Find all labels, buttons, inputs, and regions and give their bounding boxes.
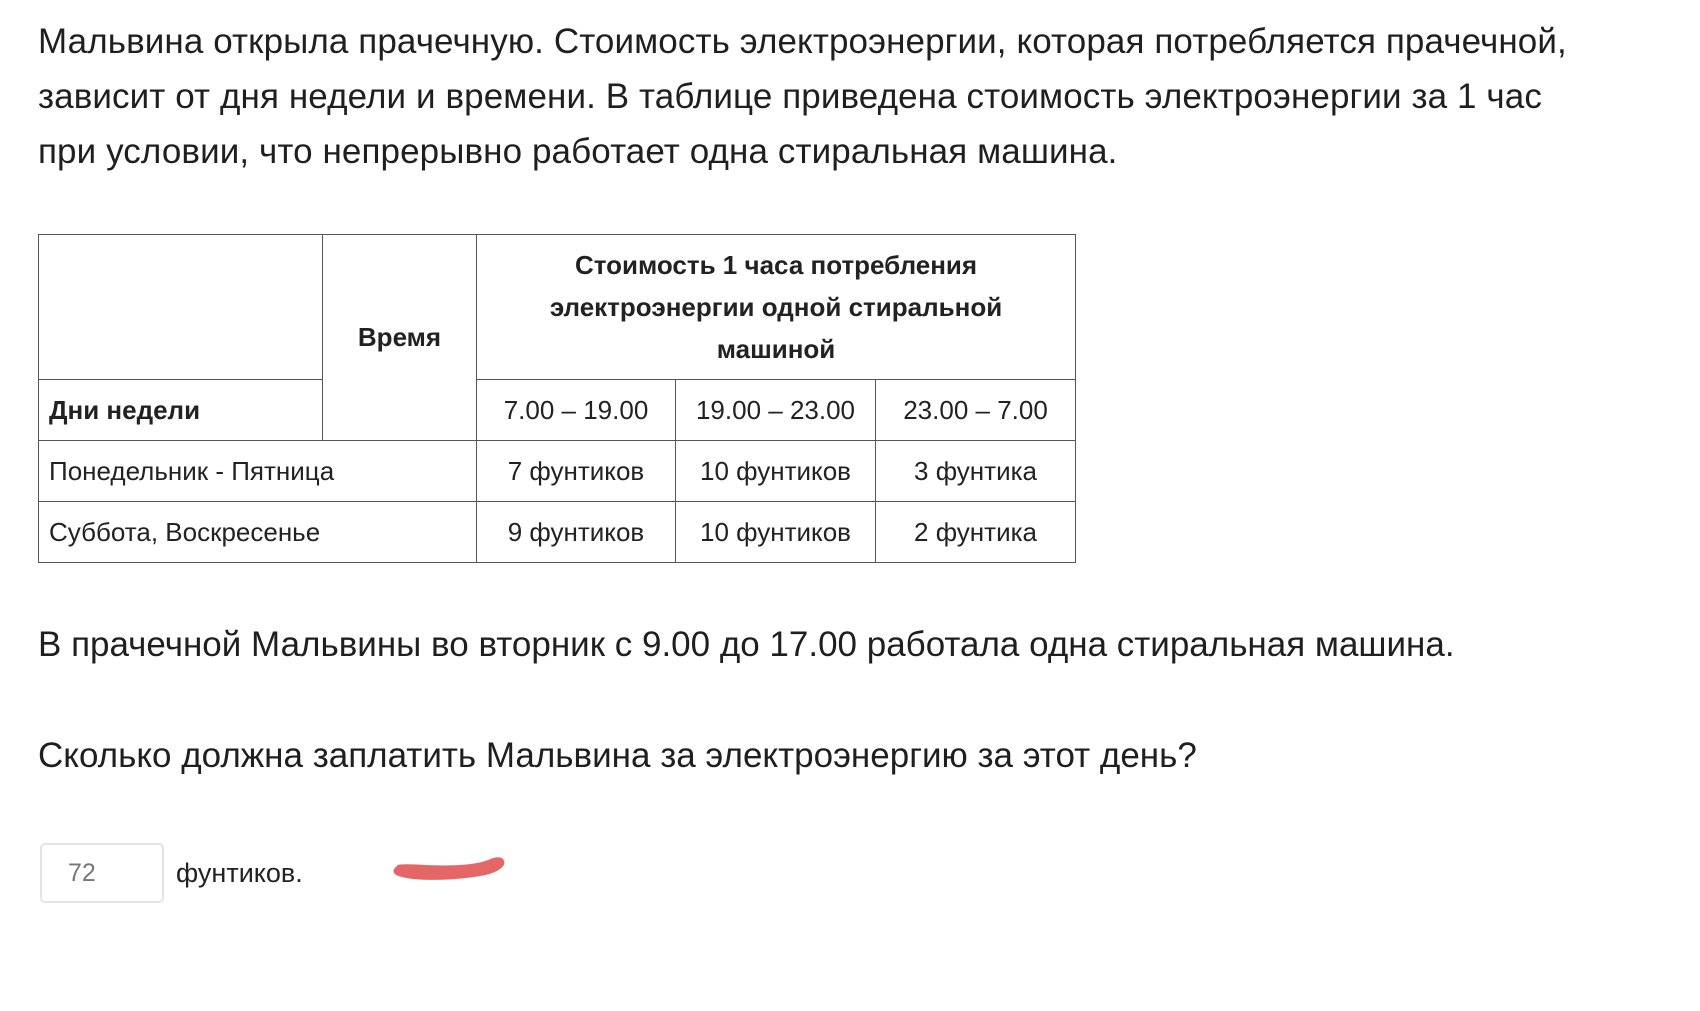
- row-weekdays: Понедельник - Пятница: [39, 441, 477, 502]
- table-corner-cell: [39, 235, 323, 380]
- row-weekend: Суббота, Воскресенье: [39, 502, 477, 563]
- time-slot-3: 23.00 – 7.00: [876, 380, 1076, 441]
- time-header: [323, 235, 477, 441]
- price-cell: 10 фунтиков: [676, 502, 876, 563]
- red-pen-scribble-icon: [390, 848, 510, 892]
- cost-header-line-2: электроэнергии одной стиральной: [549, 292, 1003, 322]
- question-ask: Сколько должна заплатить Мальвина за электроэнергию за этот день?: [38, 736, 1197, 775]
- price-cell: 10 фунтиков: [676, 441, 876, 502]
- cost-header: [477, 235, 1076, 380]
- days-header: Дни недели: [39, 380, 323, 441]
- price-cell: 9 фунтиков: [477, 502, 676, 563]
- price-cell: 3 фунтика: [876, 441, 1076, 502]
- cost-header-line-3: машиной: [716, 334, 836, 364]
- answer-input[interactable]: [40, 843, 164, 903]
- table-row: [39, 441, 1076, 502]
- problem-intro: [38, 14, 1678, 179]
- time-slot-2: 19.00 – 23.00: [676, 380, 876, 441]
- price-cell: 2 фунтика: [876, 502, 1076, 563]
- price-cell: 7 фунтиков: [477, 441, 676, 502]
- intro-line-2: зависит от дня недели и времени. В таблице приведена стоимость электроэнергии за 1 час: [38, 77, 1542, 116]
- question-condition: В прачечной Мальвины во вторник с 9.00 до 17.00 работала одна стиральная машина.: [38, 625, 1455, 664]
- answer-unit: фунтиков.: [176, 858, 303, 888]
- tariff-table: [38, 234, 1076, 563]
- cost-header-line-1: Стоимость 1 часа потребления: [574, 250, 978, 280]
- time-header-label: Время: [357, 322, 442, 352]
- table-row: [39, 502, 1076, 563]
- intro-line-1: Мальвина открыла прачечную. Стоимость электроэнергии, которая потребляется прачечной,: [38, 22, 1567, 61]
- intro-line-3: при условии, что непрерывно работает одна стиральная машина.: [38, 132, 1118, 171]
- time-slot-1: 7.00 – 19.00: [477, 380, 676, 441]
